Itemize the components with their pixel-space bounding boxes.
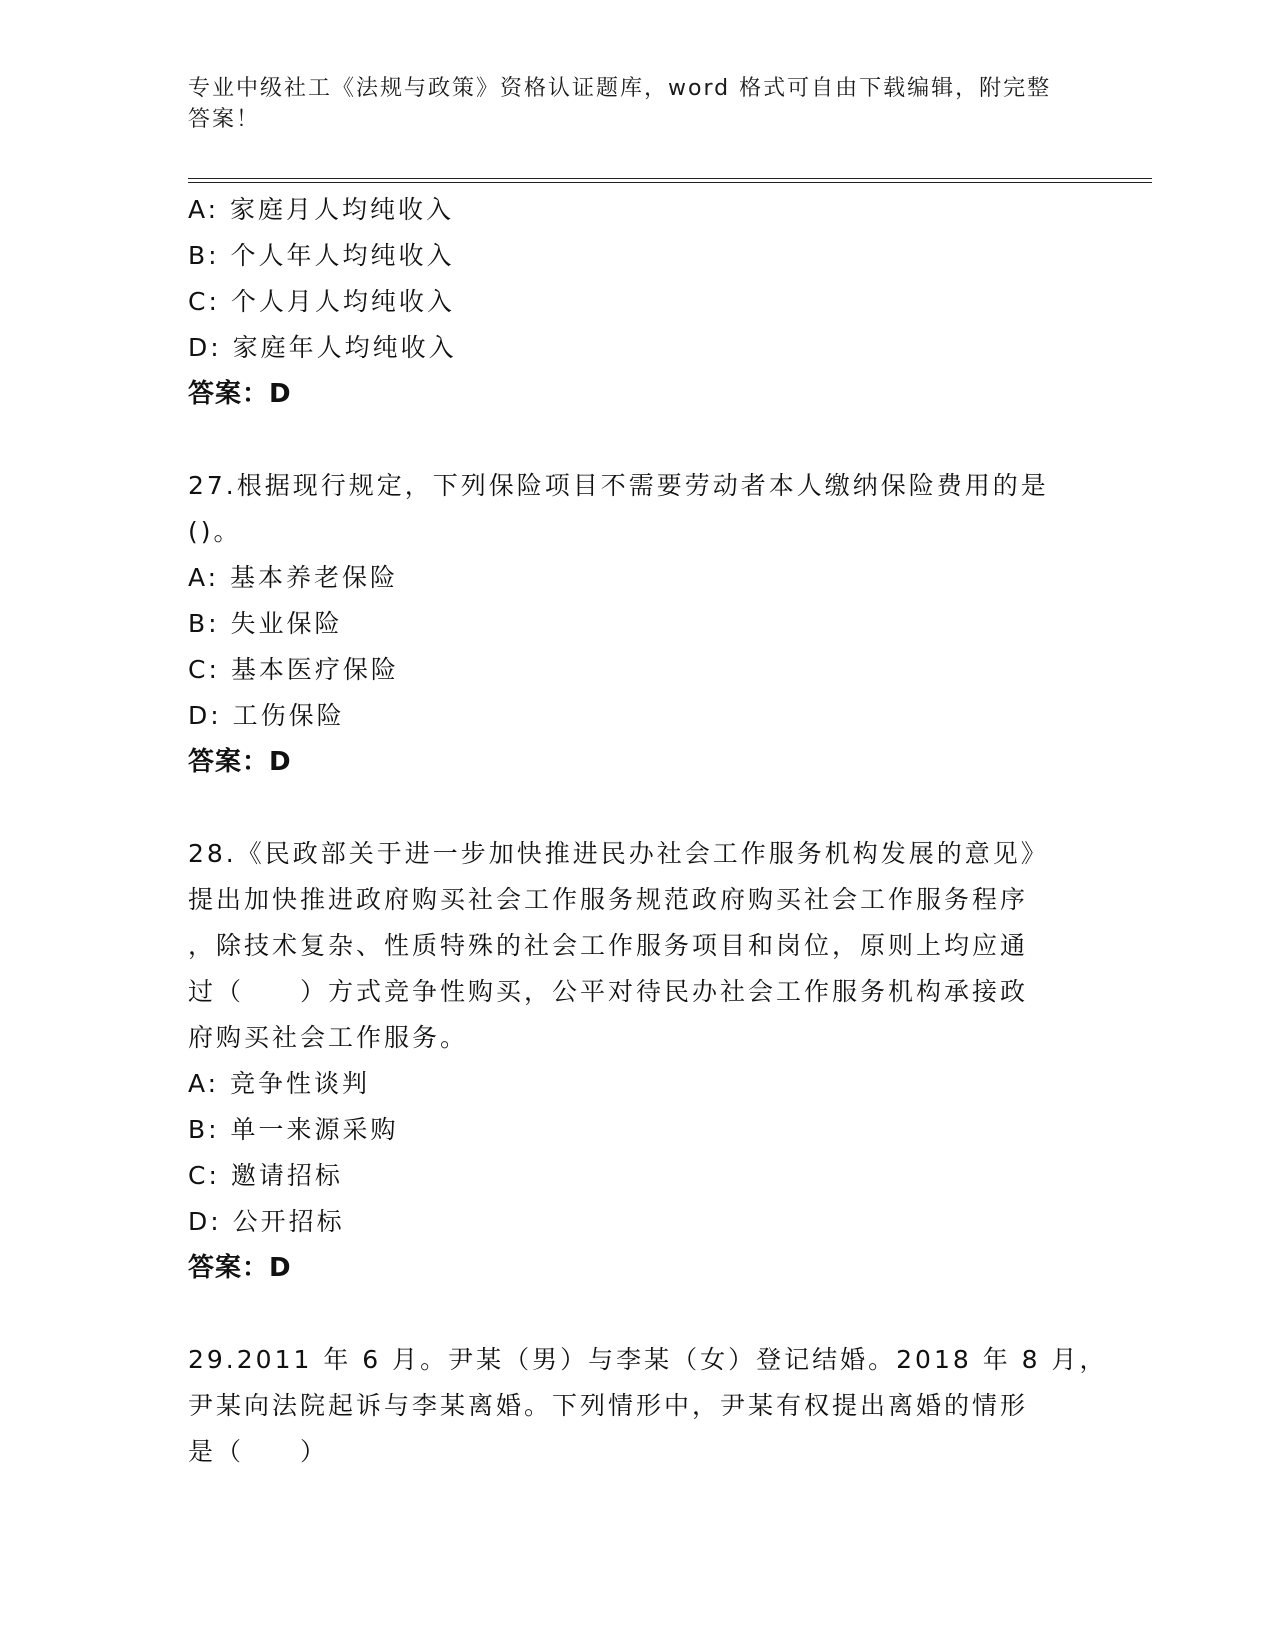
answer-label: 答案：D (188, 1253, 292, 1283)
question-text-line: 提出加快推进政府购买社会工作服务规范政府购买社会工作服务程序 (188, 885, 1029, 914)
question-text-line: 29.2011 年 6 月。尹某（男）与李某（女）登记结婚。2018 年 8 月， (188, 1345, 1108, 1374)
header-divider (188, 178, 1152, 183)
option-b: B: 单一来源采购 (188, 1115, 399, 1144)
answer-label: 答案：D (188, 379, 292, 409)
option-c: C: 邀请招标 (188, 1161, 343, 1190)
question-text-line: 尹某向法院起诉与李某离婚。下列情形中，尹某有权提出离婚的情形 (188, 1391, 1029, 1420)
question-text-line: 府购买社会工作服务。 (188, 1023, 469, 1052)
option-a: A: 家庭月人均纯收入 (188, 195, 455, 224)
question-text-line: 27.根据现行规定，下列保险项目不需要劳动者本人缴纳保险费用的是 (188, 471, 1049, 500)
header-line-2: 答案！ (188, 107, 261, 132)
option-b: B: 个人年人均纯收入 (188, 241, 455, 270)
question-text-line: 过（ ）方式竞争性购买，公平对待民办社会工作服务机构承接政 (188, 977, 1029, 1006)
question-29 (188, 1337, 1108, 1475)
spacer (188, 785, 1088, 831)
option-c: C: 个人月人均纯收入 (188, 287, 455, 316)
question-27 (188, 463, 1088, 785)
question-28 (188, 831, 1088, 1291)
option-a: A: 基本养老保险 (188, 563, 399, 592)
question-text-line: 28.《民政部关于进一步加快推进民办社会工作服务机构发展的意见》 (188, 839, 1049, 868)
question-26 (188, 187, 1088, 417)
option-d: D: 公开招标 (188, 1207, 345, 1236)
question-text-line: ()。 (188, 517, 242, 546)
question-list (188, 187, 1108, 1475)
option-b: B: 失业保险 (188, 609, 343, 638)
page-header (188, 73, 1068, 135)
spacer (188, 1291, 1088, 1337)
answer-label: 答案：D (188, 747, 292, 777)
option-a: A: 竞争性谈判 (188, 1069, 371, 1098)
option-d: D: 家庭年人均纯收入 (188, 333, 457, 362)
option-c: C: 基本医疗保险 (188, 655, 399, 684)
option-d: D: 工伤保险 (188, 701, 345, 730)
header-line-1: 专业中级社工《法规与政策》资格认证题库，word 格式可自由下载编辑，附完整 (188, 76, 1052, 101)
question-text-line: 是（ ） (188, 1437, 329, 1466)
spacer (188, 417, 1088, 463)
question-text-line: ，除技术复杂、性质特殊的社会工作服务项目和岗位，原则上均应通 (188, 931, 1029, 960)
